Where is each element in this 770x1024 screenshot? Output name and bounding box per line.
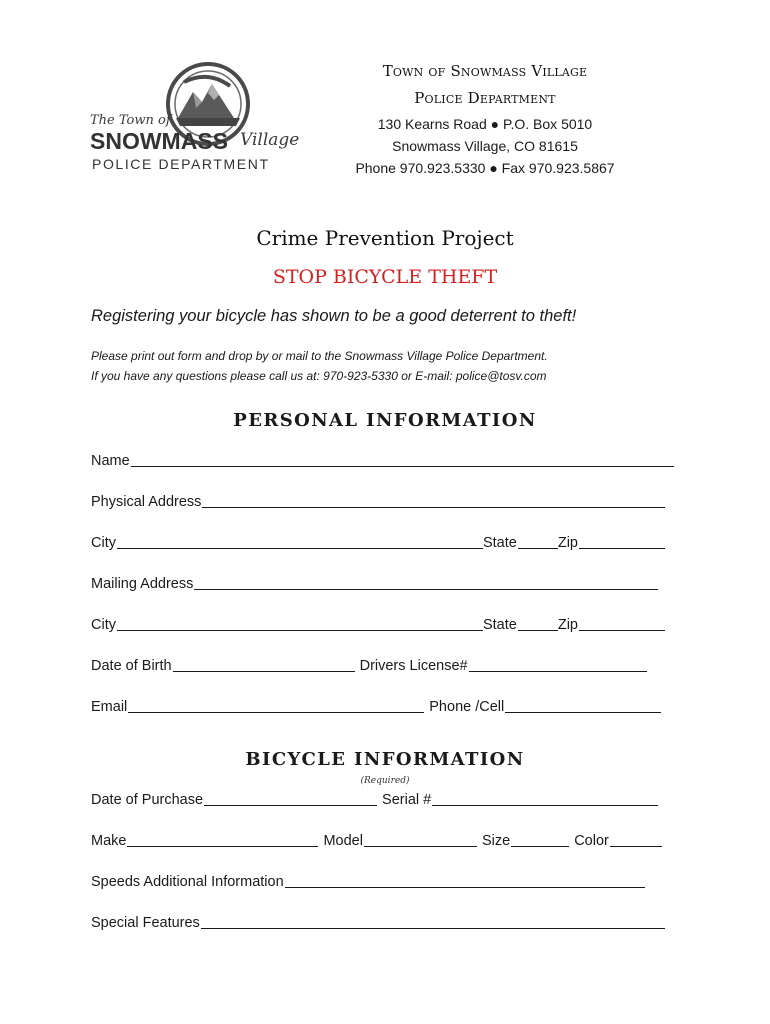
serial-label: Serial # [382,792,432,808]
serial-field[interactable] [432,804,658,806]
mailing-address-label: Mailing Address [91,576,194,592]
color-field[interactable] [610,845,662,847]
dob-license-row [91,655,647,675]
mailing-zip-label: Zip [557,617,578,633]
model-label: Model [323,833,363,849]
speeds-label: Speeds Additional Information [91,874,284,890]
date-of-purchase-field[interactable] [204,804,377,806]
address-line2: Snowmass Village, CO 81615 [392,138,578,154]
color-label: Color [574,833,609,849]
mailing-city-field[interactable] [117,629,483,631]
make-label: Make [91,833,127,849]
special-features-field[interactable] [201,927,665,929]
mailing-state-label: State [482,617,517,633]
city-field[interactable] [117,547,483,549]
page-title: Crime Prevention Project [256,226,514,250]
mailing-zip-field[interactable] [579,629,665,631]
email-field[interactable] [128,711,424,713]
dob-field[interactable] [173,670,355,672]
date-of-purchase-label: Date of Purchase [91,792,204,808]
physical-address-field[interactable] [202,506,665,508]
size-field[interactable] [511,845,569,847]
city-label: City [91,535,116,551]
tagline: Registering your bicycle has shown to be a good deterrent to theft! [91,307,577,325]
drivers-license-label: Drivers License# [359,658,468,674]
drivers-license-field[interactable] [469,670,647,672]
instructions-line2: If you have any questions please call us at: 970-923-5330 or E-mail: police@tosv.com [91,369,547,383]
name-label: Name [91,453,130,469]
physical-address-label: Physical Address [91,494,202,510]
phone-label: Phone /Cell [429,699,505,715]
mailing-address-row [91,573,658,593]
speeds-field[interactable] [285,886,645,888]
page-subtitle: STOP BICYCLE THEFT [272,266,498,288]
instructions-line1: Please print out form and drop by or mail to the Snowmass Village Police Department. [91,349,548,363]
required-note: (Required) [360,776,410,786]
bicycle-info-heading: BICYCLE INFORMATION [245,749,525,770]
phone-field[interactable] [505,711,661,713]
make-field[interactable] [127,845,318,847]
org-name-line1: Town of Snowmass Village [382,62,588,80]
email-label: Email [91,699,128,715]
logo-department-text: POLICE DEPARTMENT [92,156,270,172]
personal-info-heading: PERSONAL INFORMATION [233,410,537,431]
org-name-line2: Police Department [414,89,556,107]
phone-fax-line: Phone 970.923.5330 ● Fax 970.923.5867 [355,160,615,176]
special-features-row [91,912,665,932]
name-field[interactable] [131,465,674,467]
dob-label: Date of Birth [91,658,172,674]
logo-town-text: The Town of [90,113,171,128]
city-state-zip-row-2 [91,614,665,634]
purchase-serial-row [91,789,658,809]
email-phone-row [91,696,661,716]
mailing-state-field[interactable] [518,629,558,631]
zip-field[interactable] [579,547,665,549]
special-features-label: Special Features [91,915,200,931]
address-line1: 130 Kearns Road ● P.O. Box 5010 [377,116,593,132]
state-field[interactable] [518,547,558,549]
city-state-zip-row-1 [91,532,665,552]
model-field[interactable] [364,845,477,847]
police-logo [88,62,310,174]
state-label: State [482,535,517,551]
logo-village-text: Village [240,130,300,150]
make-model-row [91,830,662,850]
logo-snowmass-text: SNOWMASS [90,128,228,154]
zip-label: Zip [557,535,578,551]
size-label: Size [481,833,511,849]
name-row [91,450,674,470]
mailing-city-label: City [91,617,116,633]
mailing-address-field[interactable] [194,588,658,590]
physical-address-row [91,491,665,511]
speeds-row [91,871,645,891]
